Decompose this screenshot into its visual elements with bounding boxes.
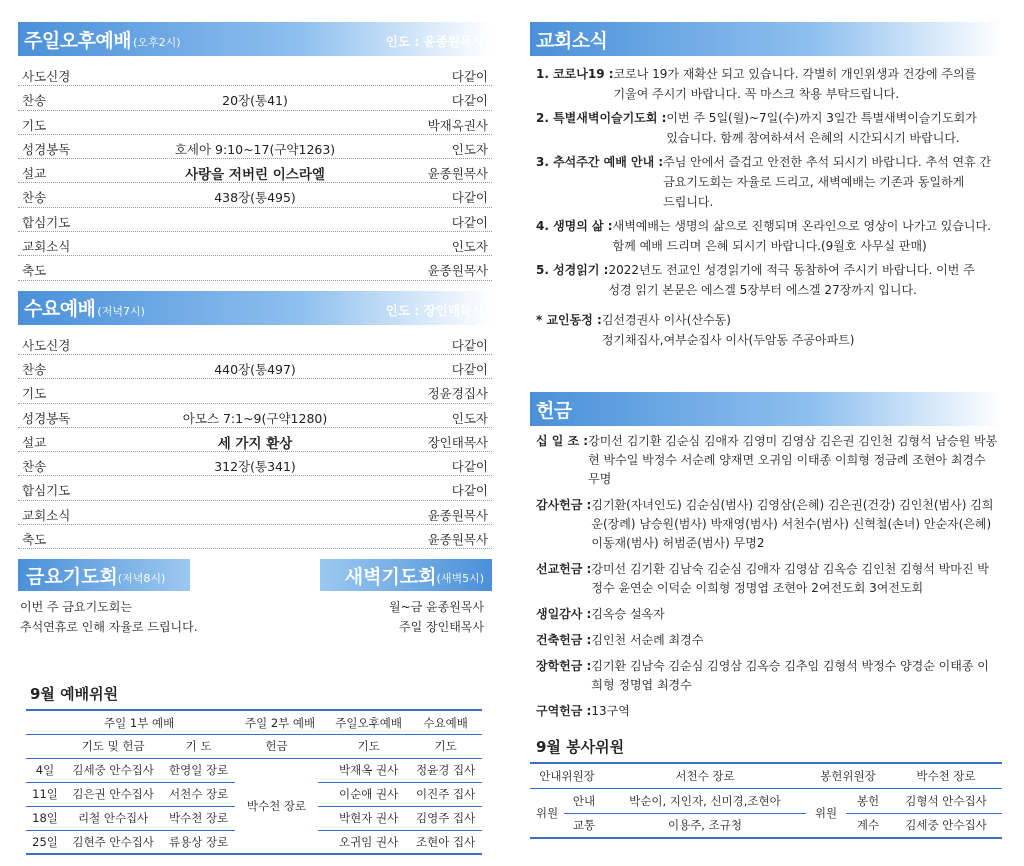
news-item bbox=[530, 152, 1000, 212]
roster-date: 11일 bbox=[26, 782, 64, 806]
list-item bbox=[18, 256, 492, 280]
roster-title: 9월 예배위원 bbox=[30, 685, 119, 704]
list-item bbox=[18, 501, 492, 525]
offering-title: 헌금 bbox=[536, 399, 572, 422]
order-item-name: 설교 bbox=[22, 434, 47, 450]
count-names: 김세중 안수집사 bbox=[905, 818, 987, 833]
order-item-name: 축도 bbox=[22, 532, 47, 548]
offering-category: 감사헌금 : bbox=[536, 498, 592, 512]
guide-names: 박순이, 지인자, 신미경,조현아 bbox=[604, 788, 806, 813]
order-item-detail: 438장(통495) bbox=[214, 190, 296, 206]
order-item-person: 장인태목사 bbox=[427, 434, 488, 450]
count-label: 계수 bbox=[856, 818, 880, 833]
roster-cell: 김세중 안수집사 bbox=[64, 758, 162, 782]
roster-head-prayer-wed: 기도 bbox=[409, 734, 482, 758]
order-item-name: 사도신경 bbox=[22, 337, 71, 353]
news-line: 있습니다. 함께 참여하셔서 은혜의 시간되시기 바랍니다. bbox=[666, 131, 960, 145]
order-item-detail: 호세아 9:10~17(구약1263) bbox=[174, 141, 336, 157]
dawn-time: (새벽5시) bbox=[436, 572, 484, 586]
offering-names: 강미선 김기환 김남숙 김순심 김애자 김영삼 김옥승 김인천 김형석 박마진 박정수 윤연순 이덕순 이희형 정명엽 조현아 2여전도회 3여전도회 bbox=[591, 562, 989, 595]
list-item bbox=[18, 525, 492, 549]
order-item-name: 찬송 bbox=[22, 361, 47, 377]
traffic-label: 교통 bbox=[572, 818, 596, 833]
roster-cell: 한영일 장로 bbox=[162, 758, 235, 782]
roster-date: 25일 bbox=[26, 830, 64, 854]
sunday-pm-order bbox=[18, 62, 492, 281]
traffic-names: 이용주, 조규청 bbox=[667, 818, 742, 833]
news-item bbox=[530, 216, 1000, 256]
order-item-name: 교회소식 bbox=[22, 507, 71, 523]
roster-cell: 김은권 안수집사 bbox=[64, 782, 162, 806]
order-item-name: 축도 bbox=[22, 263, 47, 279]
roster-cell: 김현주 안수집사 bbox=[64, 830, 162, 854]
list-item bbox=[18, 331, 492, 355]
news-list bbox=[530, 64, 1000, 354]
news-title: 교회소식 bbox=[536, 29, 608, 52]
sunday-pm-header bbox=[18, 22, 492, 56]
news-header bbox=[530, 22, 1002, 56]
roster-cell: 박수천 장로 bbox=[162, 806, 235, 830]
friday-title: 금요기도회 bbox=[26, 565, 118, 588]
right-column bbox=[530, 22, 1004, 862]
roster-cell: 류용상 장로 bbox=[162, 830, 235, 854]
roster-cell: 정윤경 집사 bbox=[409, 758, 482, 782]
news-line: 2022년도 전교인 성경읽기에 적극 동참하여 주시기 바랍니다. 이번 주 bbox=[608, 263, 975, 277]
news-item-text bbox=[602, 310, 1000, 350]
dawn-note-line2: 주일 장인태목사 bbox=[399, 620, 484, 635]
roster-cell: 서천수 장로 bbox=[162, 782, 235, 806]
roster-head-row1 bbox=[26, 710, 482, 734]
order-item-name: 찬송 bbox=[22, 459, 47, 475]
roster-date: 4일 bbox=[26, 758, 64, 782]
offering-names: 김기환(자녀인도) 김순심(범사) 김영삼(은혜) 김은권(건강) 김인천(범사) 김희운(장례) 남승원(범사) 박재영(범사) 서천수(범사) 신혁철(손녀) 안순자(은혜) 이동재(범사) 허범준(범사) 무명2 bbox=[591, 498, 994, 550]
order-item-person: 다같이 bbox=[451, 190, 488, 206]
news-item bbox=[530, 310, 1000, 350]
order-item-name: 설교 bbox=[22, 166, 47, 182]
offering-names: 김인천 서순례 최경수 bbox=[591, 633, 704, 647]
news-line: 정기채집사,여부순집사 이사(두암동 주공아파트) bbox=[601, 333, 855, 347]
news-item-key: 3. 추석주간 예배 안내 : bbox=[536, 155, 664, 169]
offering-list bbox=[530, 432, 1000, 728]
order-item-name: 기도 bbox=[22, 117, 47, 133]
list-item bbox=[18, 135, 492, 159]
news-item-text bbox=[614, 64, 1000, 104]
order-item-name: 찬송 bbox=[22, 190, 47, 206]
order-item-name: 찬송 bbox=[22, 93, 47, 109]
table-row bbox=[26, 758, 482, 782]
news-item bbox=[530, 108, 1000, 148]
news-item-text bbox=[666, 108, 1000, 148]
roster-head-wednesday: 수요예배 bbox=[409, 710, 482, 734]
offering-category: 선교헌금 : bbox=[536, 562, 592, 576]
news-item bbox=[530, 260, 1000, 300]
order-item-person: 다같이 bbox=[451, 337, 488, 353]
dawn-note-line1: 월~금 윤종원목사 bbox=[388, 600, 484, 615]
offering-item bbox=[530, 560, 1000, 598]
news-line: 성경 읽기 본문은 에스겔 5장부터 에스겔 27장까지 입니다. bbox=[608, 283, 917, 297]
serve-row bbox=[530, 788, 1002, 813]
friday-note bbox=[20, 597, 198, 637]
news-line: 새벽예배는 생명의 삶으로 진행되며 온라인으로 영상이 나가고 있습니다. bbox=[612, 219, 991, 233]
sunday-pm-leader: 인도 : 윤종원목사 bbox=[385, 34, 484, 49]
serve-row bbox=[530, 813, 1002, 838]
offering-category: 장학헌금 : bbox=[536, 659, 592, 673]
dawn-note bbox=[389, 597, 484, 637]
order-item-person: 다같이 bbox=[451, 69, 488, 84]
list-item bbox=[18, 355, 492, 379]
order-item-person: 윤종원목사 bbox=[427, 166, 488, 182]
roster-date: 18일 bbox=[26, 806, 64, 830]
list-item bbox=[18, 404, 492, 428]
roster-head-offering: 헌금 bbox=[235, 734, 318, 758]
order-item-person: 윤종원목사 bbox=[427, 532, 488, 548]
serve-title: 9월 봉사위원 bbox=[536, 738, 625, 756]
offering-item bbox=[530, 432, 1000, 489]
list-item bbox=[18, 452, 492, 476]
order-item-person: 다같이 bbox=[451, 483, 488, 499]
order-item-person: 다같이 bbox=[451, 459, 488, 475]
list-item bbox=[18, 159, 492, 183]
left-column bbox=[18, 22, 492, 859]
offering-category: 십 일 조 : bbox=[536, 434, 589, 448]
order-item-name: 사도신경 bbox=[22, 69, 71, 84]
member-label-2: 위원 bbox=[806, 788, 846, 838]
wednesday-leader: 인도 : 장인태목사 bbox=[385, 302, 484, 318]
wednesday-time: (저녁7시) bbox=[97, 304, 145, 318]
order-item-person: 윤종원목사 bbox=[427, 263, 488, 279]
guide-head-name: 서천수 장로 bbox=[675, 768, 735, 783]
offering-names: 김옥승 설옥자 bbox=[591, 607, 665, 621]
serve-head-row bbox=[530, 763, 1002, 788]
news-line: 김선경권사 이사(산수동) bbox=[601, 313, 731, 327]
news-item bbox=[530, 64, 1000, 104]
offer-head-name: 박수천 장로 bbox=[916, 768, 976, 783]
roster-head-service2: 주일 2부 예배 bbox=[235, 710, 328, 734]
offering-category: 구역헌금 : bbox=[536, 704, 592, 718]
order-item-person: 다같이 bbox=[451, 214, 488, 230]
sunday-pm-title: 주일오후예배 bbox=[24, 29, 132, 52]
order-item-name: 성경봉독 bbox=[22, 141, 71, 157]
news-line: 함께 예배 드리며 은혜 되시기 바랍니다.(9월호 사무실 판매) bbox=[612, 239, 927, 253]
news-line: 금요기도회는 자율로 드리고, 새벽예배는 기존과 동일하게 bbox=[663, 175, 965, 189]
roster-section bbox=[18, 679, 492, 859]
offer-head-label: 봉헌위원장 bbox=[820, 768, 876, 783]
list-item bbox=[18, 379, 492, 403]
order-item-detail: 사랑을 저버린 이스라엘 bbox=[185, 167, 325, 184]
roster-head-prayer-pm: 기도 bbox=[328, 734, 409, 758]
news-item-key: 1. 코로나19 : bbox=[536, 67, 614, 81]
dawn-title: 새벽기도회 bbox=[344, 565, 437, 588]
list-item bbox=[18, 62, 492, 86]
offering-names: 13구역 bbox=[591, 704, 630, 718]
guide-label: 안내 bbox=[564, 788, 604, 813]
offering-item bbox=[530, 702, 1000, 721]
order-item-person: 인도자 bbox=[451, 410, 488, 426]
member-label: 위원 bbox=[530, 788, 564, 838]
order-item-detail: 세 가지 환상 bbox=[217, 435, 293, 452]
news-line: 코로나 19가 재확산 되고 있습니다. 각별히 개인위생과 건강에 주의를 bbox=[613, 67, 977, 81]
dawn-header bbox=[320, 559, 492, 591]
roster-head-service1: 주일 1부 예배 bbox=[64, 710, 235, 734]
guide-head-label: 안내위원장 bbox=[539, 768, 595, 783]
sunday-pm-time: (오후2시) bbox=[133, 36, 181, 49]
order-item-name: 성경봉독 bbox=[22, 410, 71, 426]
list-item bbox=[18, 183, 492, 207]
offering-header bbox=[530, 392, 1002, 426]
news-item-key: 2. 특별새벽이슬기도회 : bbox=[536, 111, 667, 125]
order-item-person: 윤종원목사 bbox=[427, 507, 488, 523]
bh-label: 봉헌 bbox=[846, 788, 890, 813]
offering-item bbox=[530, 496, 1000, 553]
offering-names: 김기환 김남숙 김순심 김영삼 김옥승 김추임 김형석 박정수 양경순 이태종 이희형 정명엽 최경수 bbox=[591, 659, 989, 692]
roster-head-prayer: 기 도 bbox=[162, 734, 235, 758]
prayer-meetings bbox=[18, 559, 492, 679]
news-line: 기울여 주시기 바랍니다. 꼭 마스크 착용 부탁드립니다. bbox=[613, 87, 900, 101]
list-item bbox=[18, 476, 492, 500]
roster-cell: 이진주 집사 bbox=[409, 782, 482, 806]
order-item-detail: 20장(통41) bbox=[222, 93, 288, 109]
roster-cell: 리철 안수집사 bbox=[64, 806, 162, 830]
bh-names: 김형석 안수집사 bbox=[890, 788, 1002, 813]
friday-header bbox=[18, 559, 190, 591]
news-item-key: 4. 생명의 삶 : bbox=[536, 219, 613, 233]
list-item bbox=[18, 208, 492, 232]
order-item-detail: 312장(통341) bbox=[214, 459, 296, 475]
serve-table bbox=[530, 762, 1002, 839]
news-item-key: 5. 성경읽기 : bbox=[536, 263, 609, 277]
roster-head-afternoon: 주일오후예배 bbox=[328, 710, 409, 734]
order-item-person: 정윤경집사 bbox=[427, 386, 488, 402]
roster-offering-all: 박수천 장로 bbox=[235, 758, 318, 854]
offering-names: 강미선 김기환 김순심 김애자 김영미 김영삼 김은권 김인천 김형석 남승원 박봉현 박수일 박정수 서순례 양재면 오귀임 이태종 이희형 정금례 조현아 최경수 무명 bbox=[588, 434, 998, 486]
roster-cell: 조현아 집사 bbox=[409, 830, 482, 854]
order-item-name: 합심기도 bbox=[22, 483, 71, 499]
list-item bbox=[18, 86, 492, 110]
list-item bbox=[18, 111, 492, 135]
order-item-name: 교회소식 bbox=[22, 239, 71, 255]
order-item-person: 인도자 bbox=[451, 239, 488, 255]
roster-cell: 오귀임 권사 bbox=[328, 830, 409, 854]
wednesday-header bbox=[18, 291, 492, 325]
offering-item bbox=[530, 605, 1000, 624]
order-item-detail: 440장(통497) bbox=[214, 361, 296, 377]
roster-cell: 박재옥 권사 bbox=[328, 758, 409, 782]
news-line: 드립니다. bbox=[663, 195, 714, 209]
order-item-name: 합심기도 bbox=[22, 214, 71, 230]
offering-item bbox=[530, 657, 1000, 695]
friday-time: (저녁8시) bbox=[117, 572, 166, 586]
order-item-person: 다같이 bbox=[451, 361, 488, 377]
news-item-key: * 교인동정 : bbox=[536, 313, 602, 327]
news-item-text bbox=[613, 216, 1000, 256]
order-item-name: 기도 bbox=[22, 386, 47, 402]
news-line: 주님 안에서 즐겁고 안전한 추석 되시기 바랍니다. 추석 연휴 간 bbox=[663, 155, 992, 169]
roster-table bbox=[26, 709, 482, 855]
news-line: 이번 주 5일(월)~7일(수)까지 3일간 특별새벽이슬기도회가 bbox=[666, 111, 977, 125]
friday-note-line1: 이번 주 금요기도회는 bbox=[20, 600, 132, 615]
news-item-text bbox=[608, 260, 1000, 300]
roster-head-row2 bbox=[26, 734, 482, 758]
wednesday-order bbox=[18, 331, 492, 550]
offering-category: 생일감사 : bbox=[536, 607, 592, 621]
roster-head-prayer-offering: 기도 및 헌금 bbox=[64, 734, 162, 758]
roster-cell: 이순애 권사 bbox=[328, 782, 409, 806]
news-item-text bbox=[663, 152, 1000, 212]
friday-note-line2: 추석연휴로 인해 자율로 드립니다. bbox=[20, 620, 198, 635]
list-item bbox=[18, 428, 492, 452]
list-item bbox=[18, 232, 492, 256]
offering-category: 건축헌금 : bbox=[536, 633, 592, 647]
roster-cell: 김영주 집사 bbox=[409, 806, 482, 830]
order-item-detail: 아모스 7:1~9(구약1280) bbox=[182, 410, 328, 426]
wednesday-title: 수요예배 bbox=[24, 298, 96, 321]
order-item-person: 박재옥권사 bbox=[427, 117, 488, 133]
roster-cell: 박현자 권사 bbox=[328, 806, 409, 830]
offering-item bbox=[530, 631, 1000, 650]
order-item-person: 다같이 bbox=[451, 93, 488, 109]
order-item-person: 인도자 bbox=[451, 141, 488, 157]
